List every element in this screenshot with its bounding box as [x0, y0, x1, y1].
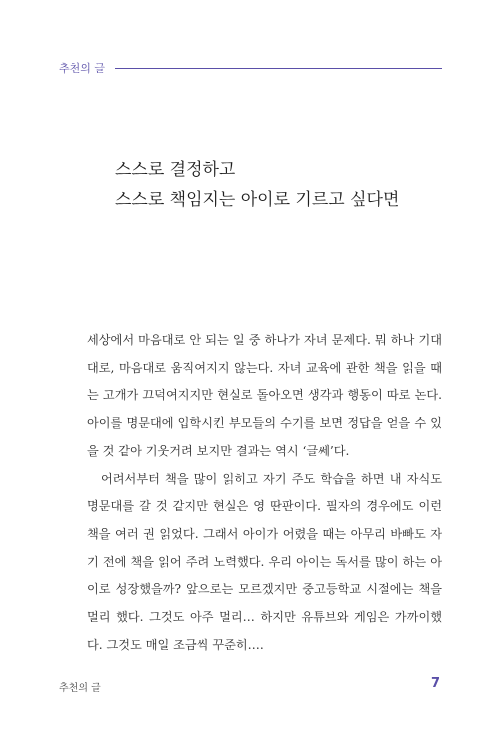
paragraph-1: 세상에서 마음대로 안 되는 일 중 하나가 자녀 문제다. 뭐 하나 기대대로, 마음대로 움직여지지 않는다. 자녀 교육에 관한 책을 읽을 때는 고개가 끄덕여지지만 현실로 돌아오면 생각과 행동이 따로 논다. 아이를 명문대에 입학시킨 부모들의 수기를 보면 정답을 얻을 수 있을 것 같아 기웃거려 보지만 결과는 역시 ‘글쎄’다. [87, 333, 442, 458]
footer-section-label: 추천의 글 [59, 683, 101, 694]
page-number: 7 [430, 676, 440, 691]
running-header-label: 추천의 글 [59, 62, 106, 75]
paragraph-2: 어려서부터 책을 많이 읽히고 자기 주도 학습을 하면 내 자식도 명문대를 갈 것 같지만 현실은 영 딴판이다. 필자의 경우에도 이런 책을 여러 권 읽었다. 그래서 아이가 어렸을 때는 아무리 바빠도 자기 전에 책을 읽어 주려 노력했다. 우리 아이는 독서를 많이 하는 아이로 성장했을까? 앞으로는 모르겠지만 중고등학교 시절에는 책을 멀리 했다. 그것도 아주 멀리… 하지만 유튜브와 게임은 가까이했다. 그것도 매일 조금씩 꾸준히…. [87, 471, 442, 652]
chapter-title [115, 155, 455, 215]
running-header [59, 58, 442, 78]
header-rule-line [115, 68, 442, 69]
chapter-title-line-1: 스스로 결정하고 [115, 160, 236, 180]
chapter-title-line-2: 스스로 책임지는 아이로 기르고 싶다면 [115, 190, 400, 210]
body-text [87, 327, 442, 659]
